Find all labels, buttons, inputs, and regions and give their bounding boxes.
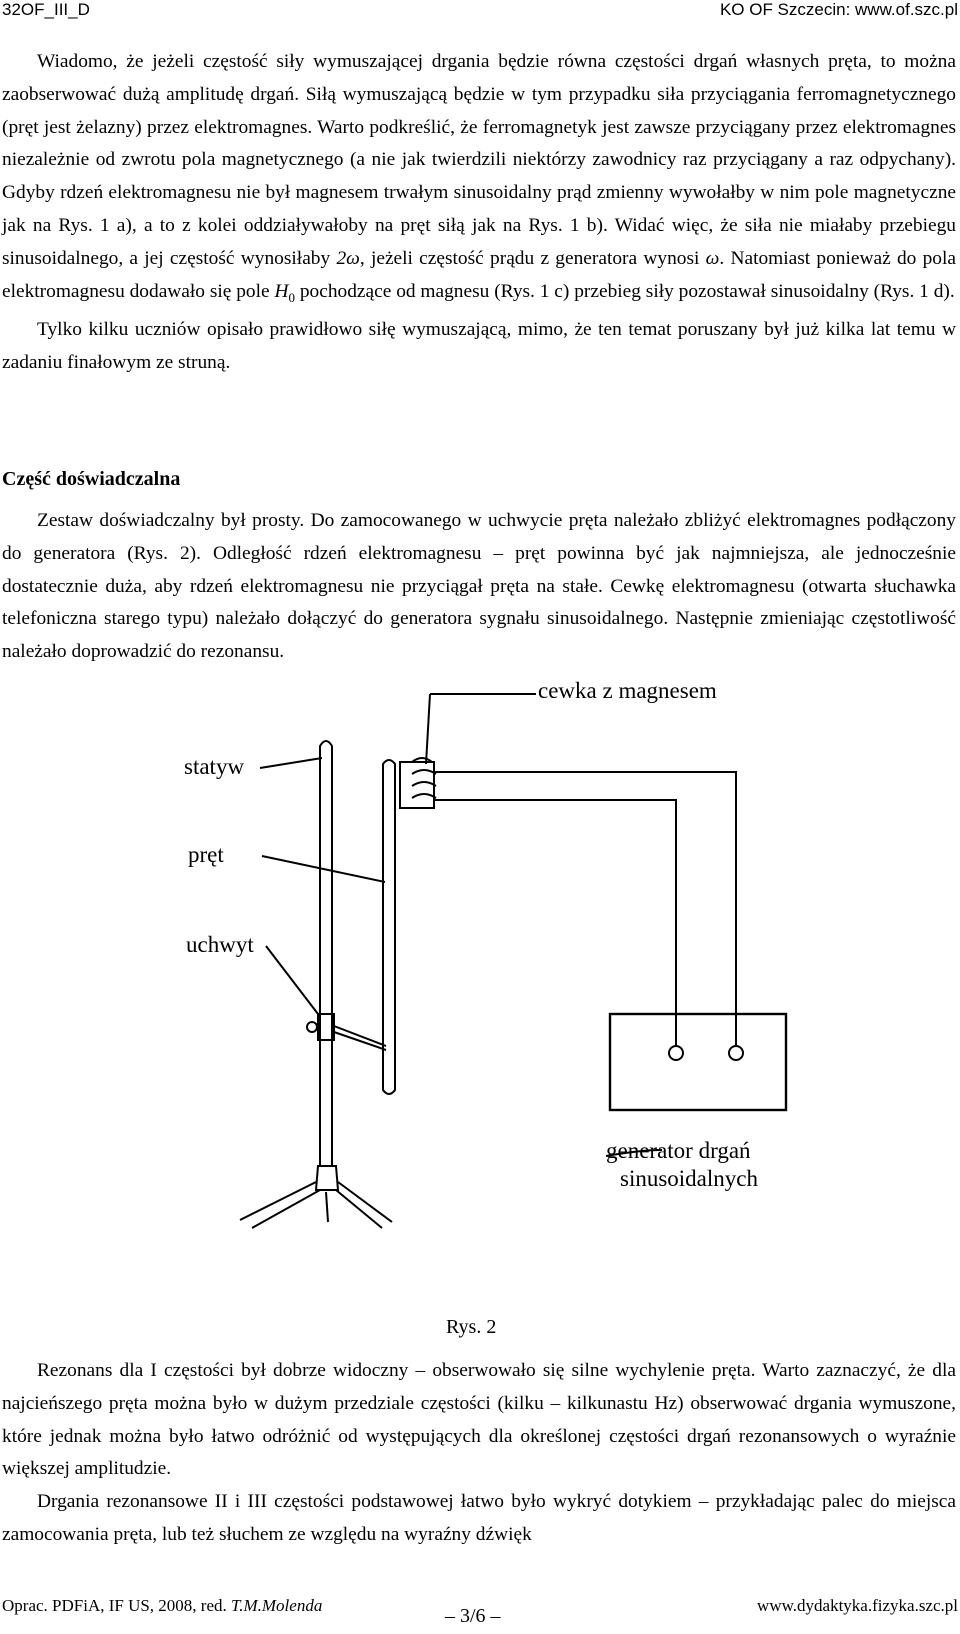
footer-website: www.dydaktyka.fizyka.szc.pl — [757, 1596, 958, 1615]
holder-arm — [334, 1026, 386, 1046]
body-text-bottom — [2, 1355, 956, 1552]
label-holder: uchwyt — [186, 932, 254, 957]
tripod-leg-right — [338, 1182, 392, 1222]
paragraph-setup: Zestaw doświadczalny był prosty. Do zamocowanego w uchwycie pręta należało zbliżyć elektromagnes podłączony do generatora (Rys. 2). Odległość rdzeń elektromagnesu – pręt powinna być jak najmniejsza, ale jednocześnie dostatecznie duża, aby rdzeń elektromagnesu nie przyciągał pręta na stałe. Cewkę elektromagnesu (otwarta słuchawka telefoniczna starego typu) należało dołączyć do generatora sygnału sinusoidalnego. Następnie zmieniając częstotliwość należało doprowadzić do rezonansu. — [2, 510, 956, 663]
rod — [383, 760, 395, 1094]
figure-caption: Rys. 2 — [446, 1316, 497, 1338]
header-website: KO OF Szczecin: www.of.szc.pl — [719, 0, 958, 19]
setup-diagram-svg — [0, 678, 960, 1214]
paragraph-resonance: Rezonans dla I częstości był dobrze widoczny – obserwowało się silne wychylenie pręta. Warto zaznaczyć, że dla najcieńszego pręta można było w dużym przedziale częstości (kilku – kilkunastu Hz) obserwować drgania wymuszone, które jednak można było łatwo odróżnić od występujących dla określonej częstości drgań rezonansowych o wyraźnie większej amplitudzie. — [2, 1360, 956, 1480]
page-number: – 3/6 – — [445, 1605, 501, 1627]
header-document-code: 32OF_III_D — [2, 0, 90, 19]
generator-box — [610, 1014, 786, 1110]
stand-base-hub — [316, 1166, 338, 1190]
stand-tube — [320, 741, 332, 1166]
paragraph-force-explanation: Wiadomo, że jeżeli częstość siły wymuszającej drgania będzie równa częstości drgań własnych pręta, to można zaobserwować dużą amplitudę drgań. Siłą wymuszającą będzie w tym przypadku siła przyciągania ferromagnetycznego (pręt jest żelazny) przez elektromagnes. Warto podkreślić, że ferromagnetyk jest zawsze przyciągany przez elektromagnes niezależnie od zwrotu pola magnetycznego (a nie jak twierdzili niektórzy zawodnicy raz przyciągany a raz odpychany). Gdyby rdzeń elektromagnesu nie był magnesem trwałym sinusoidalny prąd zmienny wywołałby w nim pole magnetyczne jak na Rys. 1 a), a to z kolei oddziaływałoby na pręt siłą jak na Rys. 1 b). Widać więc, że siła nie miałaby przebiegu sinusoidalnego, a jej częstość wynosiłaby 2ω, jeżeli częstość prądu z generatora wynosi ω. Natomiast ponieważ do pola elektromagnesu dodawało się pole $H_0$ pochodzące od magnesu (Rys. 1 c) przebieg siły pozostawał sinusoidalny (Rys. 1 d). — [2, 51, 956, 305]
generator-terminal-2 — [729, 1046, 743, 1060]
body-text-experimental — [2, 505, 956, 669]
generator-terminal-1 — [669, 1046, 683, 1060]
holder-screw — [307, 1022, 317, 1032]
wire-2 — [434, 800, 676, 1046]
label-generator-line1: generator drgań — [606, 1138, 751, 1163]
omega-symbol: ω — [705, 247, 720, 269]
two-omega-symbol: 2ω — [336, 247, 360, 269]
paragraph-higher-modes: Drgania rezonansowe II i III częstości podstawowej łatwo było wykryć dotykiem – przykładając palec do miejsca zamocowania pręta, lub też słuchem ze względu na wyraźny dźwięk — [2, 1491, 956, 1545]
stand-label-leader — [260, 758, 322, 768]
section-title: Część doświadczalna — [2, 468, 181, 490]
holder-arm-2 — [334, 1032, 386, 1050]
footer-credits: Oprac. PDFiA, IF US, 2008, red. T.M.Molenda — [2, 1596, 323, 1615]
figure-setup-diagram — [0, 678, 960, 1214]
holder-label-leader — [266, 946, 318, 1014]
wire-1 — [434, 772, 736, 1046]
label-rod: pręt — [188, 842, 224, 867]
label-stand: statyw — [184, 754, 245, 779]
coil-body — [400, 762, 434, 808]
rod-label-leader — [262, 856, 385, 882]
footer-editor: T.M.Molenda — [231, 1596, 323, 1615]
page-header — [0, 0, 960, 24]
label-generator-line2: sinusoidalnych — [620, 1166, 758, 1191]
body-text-top — [2, 46, 956, 380]
paragraph-students-note: Tylko kilku uczniów opisało prawidłowo siłę wymuszającą, mimo, że ten temat poruszany był już kilka lat temu w zadaniu finałowym ze struną. — [2, 319, 956, 374]
tripod-leg-back — [326, 1192, 328, 1222]
label-coil: cewka z magnesem — [538, 678, 717, 703]
page-footer — [0, 1596, 960, 1626]
h0-symbol: H — [274, 280, 289, 302]
